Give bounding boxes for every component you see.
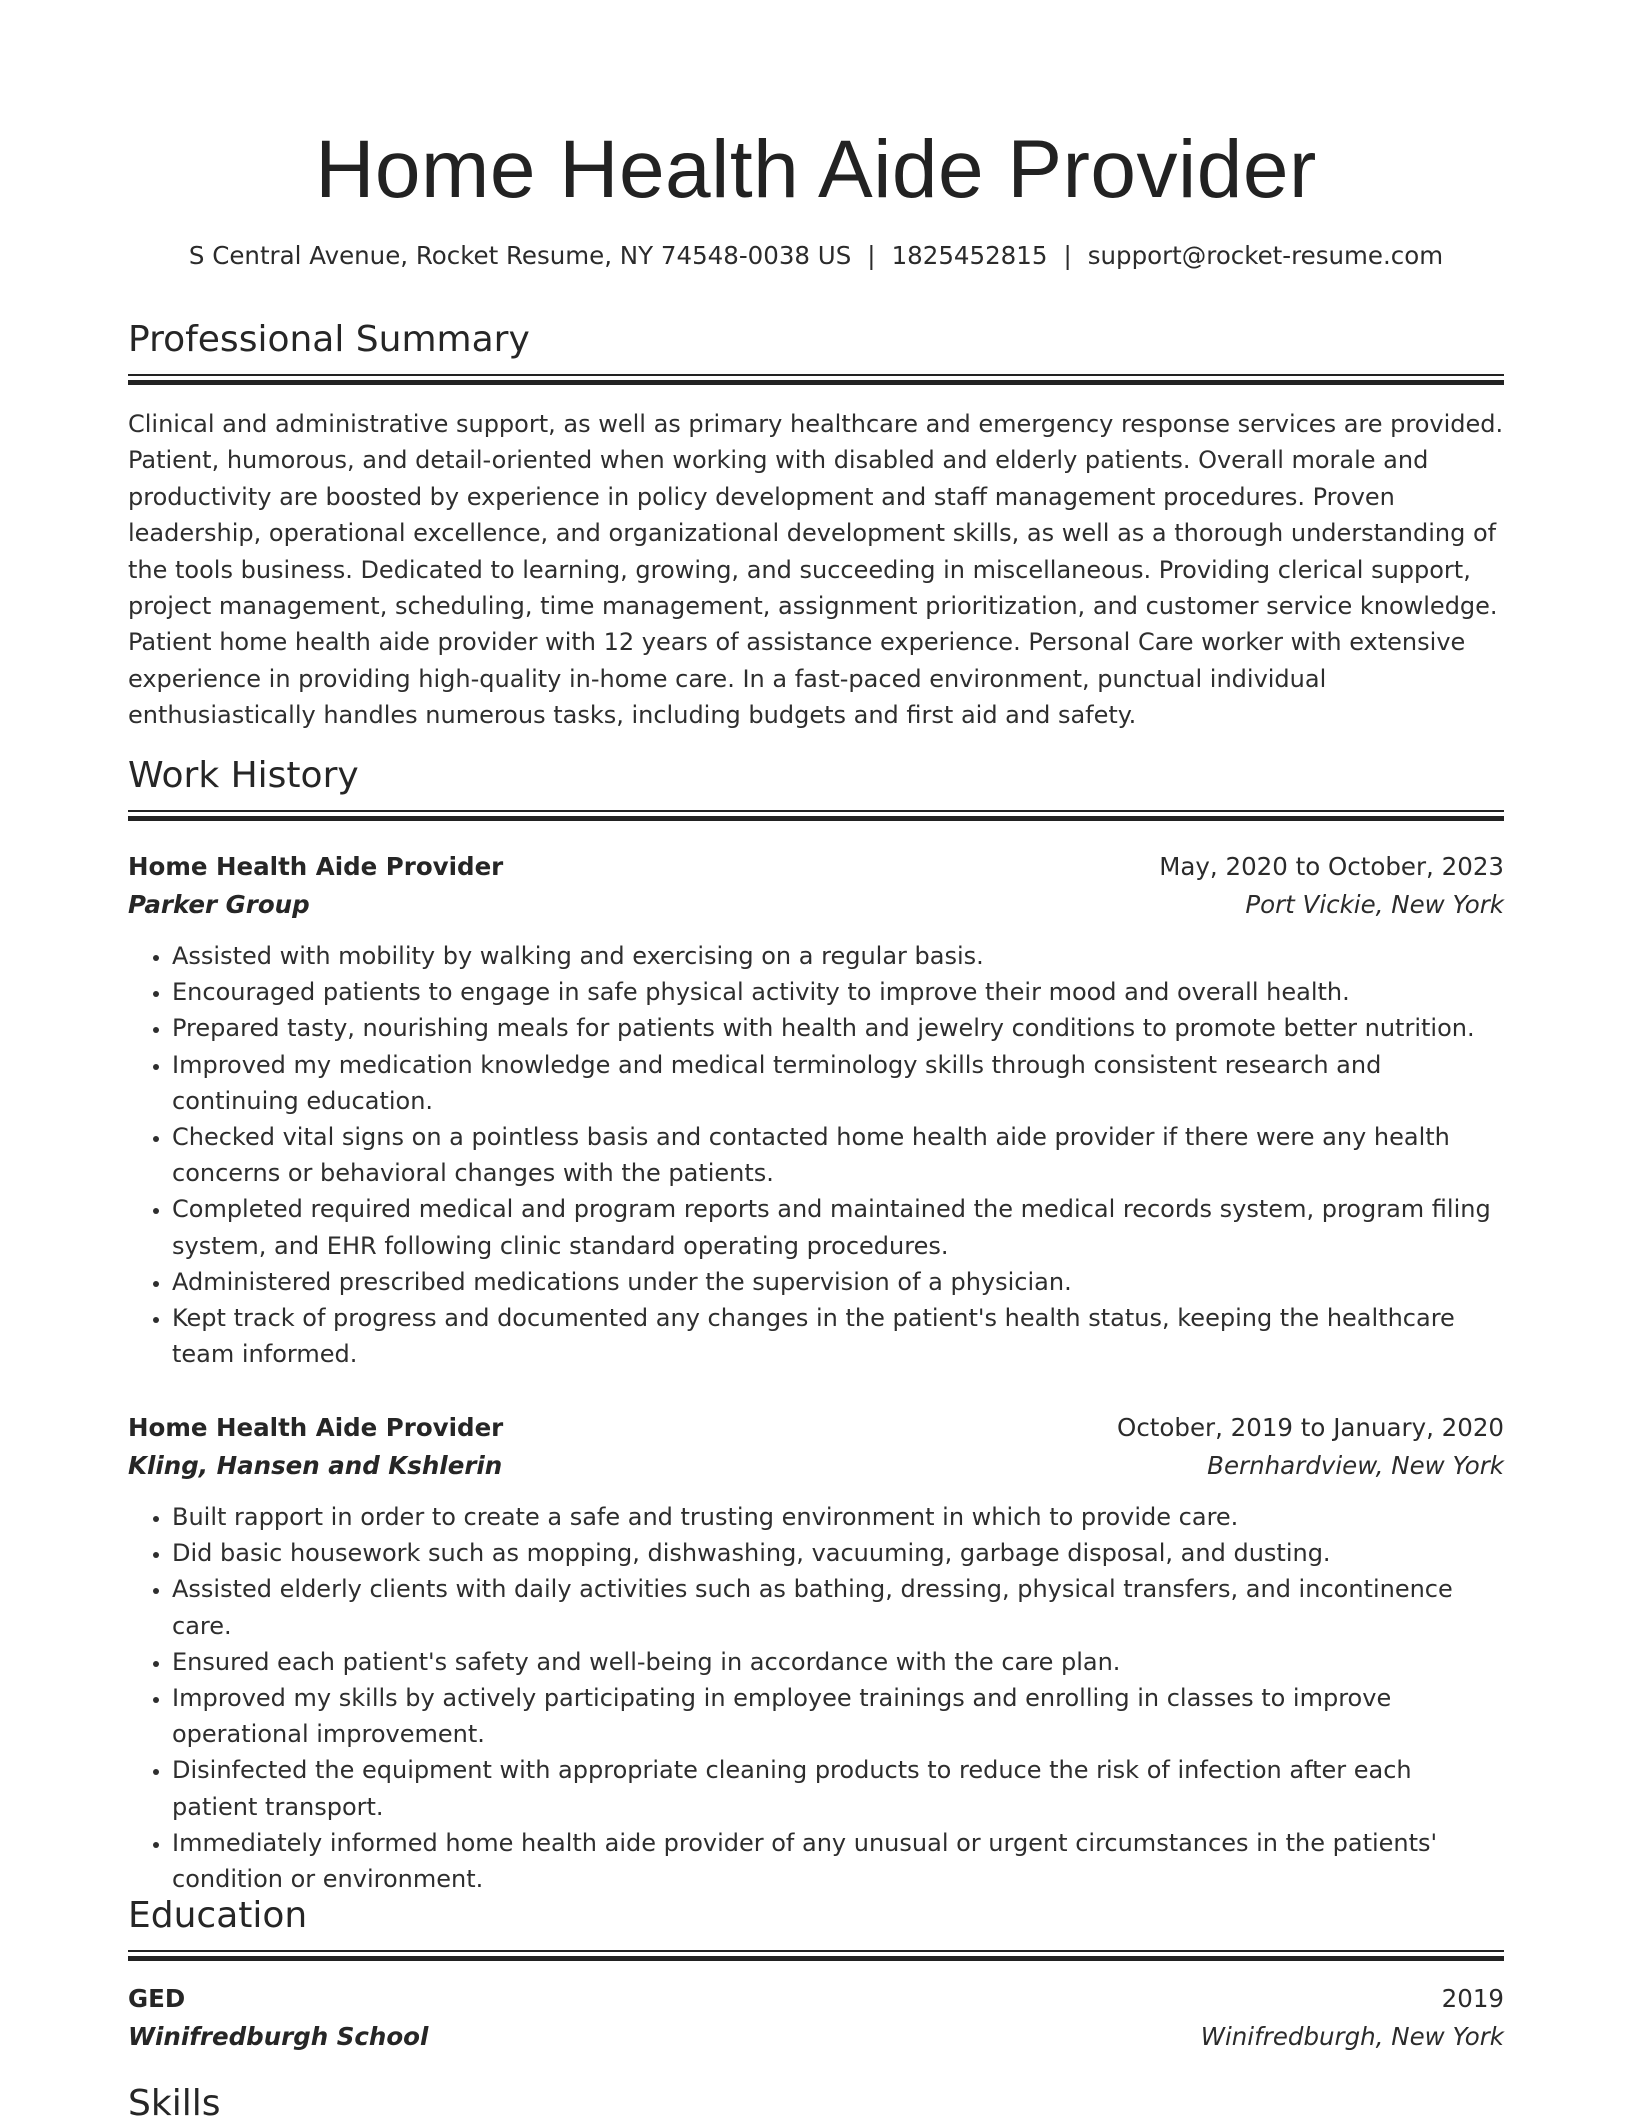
job-location: Port Vickie, New York	[1245, 890, 1504, 919]
job-bullet: • Improved my medication knowledge and medical terminology skills through consistent research and continuing education.	[172, 1047, 1504, 1119]
job-bullet: • Did basic housework such as mopping, dishwashing, vacuuming, garbage disposal, and dusting.	[172, 1535, 1504, 1571]
education-degree: GED	[128, 1984, 186, 2013]
resume-name: Home Health Aide Provider	[315, 124, 1317, 215]
education-location: Winifredburgh, New York	[1200, 2022, 1504, 2051]
section-divider	[128, 810, 1504, 822]
job-bullet: • Prepared tasty, nourishing meals for patients with health and jewelry conditions to promote better nutrition.	[172, 1010, 1504, 1046]
job-location: Bernhardview, New York	[1207, 1451, 1504, 1480]
job-company-row	[128, 1447, 1504, 1485]
contact-line	[128, 238, 1504, 274]
job-bullet: • Improved my skills by actively participating in employee trainings and enrolling in classes to improve operational improvement.	[172, 1680, 1504, 1752]
education-school: Winifredburgh School	[128, 2022, 429, 2051]
job-bullet: • Kept track of progress and documented any changes in the patient's health status, keeping the healthcare team informed.	[172, 1300, 1504, 1372]
job-bullet: • Encouraged patients to engage in safe physical activity to improve their mood and overall health.	[172, 974, 1504, 1010]
contact-separator: |	[867, 241, 876, 270]
job-company: Kling, Hansen and Kshlerin	[128, 1451, 503, 1480]
education-header-row	[128, 1980, 1504, 2018]
contact-address: S Central Avenue, Rocket Resume, NY 74548-0038 US	[188, 241, 852, 270]
education-entry	[128, 1980, 1504, 2056]
section-title-work: Work History	[128, 755, 359, 796]
section-divider	[128, 1950, 1504, 1962]
job-bullet: • Ensured each patient's safety and well-being in accordance with the care plan.	[172, 1644, 1504, 1680]
job-entry	[128, 848, 1504, 1372]
job-position: Home Health Aide Provider	[128, 852, 504, 881]
job-company-row	[128, 886, 1504, 924]
job-bullet: • Completed required medical and program reports and maintained the medical records system, program filing system, and EHR following clinic standard operating procedures.	[172, 1191, 1504, 1263]
contact-email[interactable]: support@rocket-resume.com	[1087, 241, 1444, 270]
section-divider	[128, 374, 1504, 386]
job-bullet: • Immediately informed home health aide provider of any unusual or urgent circumstances in the patients' condition or environment.	[172, 1825, 1504, 1897]
job-bullet: • Disinfected the equipment with appropriate cleaning products to reduce the risk of infection after each patient transport.	[172, 1752, 1504, 1824]
job-dates: May, 2020 to October, 2023	[1159, 852, 1504, 881]
contact-phone: 1825452815	[891, 241, 1048, 270]
job-dates: October, 2019 to January, 2020	[1117, 1413, 1504, 1442]
job-position: Home Health Aide Provider	[128, 1413, 504, 1442]
job-bullet-list	[128, 1499, 1504, 1897]
job-bullet: • Assisted elderly clients with daily activities such as bathing, dressing, physical transfers, and incontinence care.	[172, 1571, 1504, 1643]
section-title-skills: Skills	[128, 2083, 221, 2124]
section-title-summary: Professional Summary	[128, 319, 530, 360]
job-header-row	[128, 1409, 1504, 1447]
contact-separator: |	[1063, 241, 1072, 270]
education-school-row	[128, 2018, 1504, 2056]
job-bullet: • Assisted with mobility by walking and exercising on a regular basis.	[172, 938, 1504, 974]
job-bullet: • Administered prescribed medications under the supervision of a physician.	[172, 1264, 1504, 1300]
section-title-education: Education	[128, 1895, 308, 1936]
job-bullet: • Checked vital signs on a pointless basis and contacted home health aide provider if there were any health concerns or behavioral changes with the patients.	[172, 1119, 1504, 1191]
job-bullet: • Built rapport in order to create a safe and trusting environment in which to provide care.	[172, 1499, 1504, 1535]
job-entry	[128, 1409, 1504, 1897]
summary-text: Clinical and administrative support, as well as primary healthcare and emergency response services are provided. Patient, humorous, and detail-oriented when working with disabled and elderly patients. Overall morale and productivity are boosted by experience in policy development and staff management procedures. Proven leadership, operational excellence, and organizational development skills, as well as a thorough understanding of the tools business. Dedicated to learning, growing, and succeeding in miscellaneous. Providing clerical support, project management, scheduling, time management, assignment prioritization, and customer service knowledge. Patient home health aide provider with 12 years of assistance experience. Personal Care worker with extensive experience in providing high-quality in-home care. In a fast-paced environment, punctual individual enthusiastically handles numerous tasks, including budgets and first aid and safety.	[128, 410, 1504, 730]
education-year: 2019	[1441, 1984, 1504, 2013]
job-company: Parker Group	[128, 890, 310, 919]
job-header-row	[128, 848, 1504, 886]
job-bullet-list	[128, 938, 1504, 1372]
